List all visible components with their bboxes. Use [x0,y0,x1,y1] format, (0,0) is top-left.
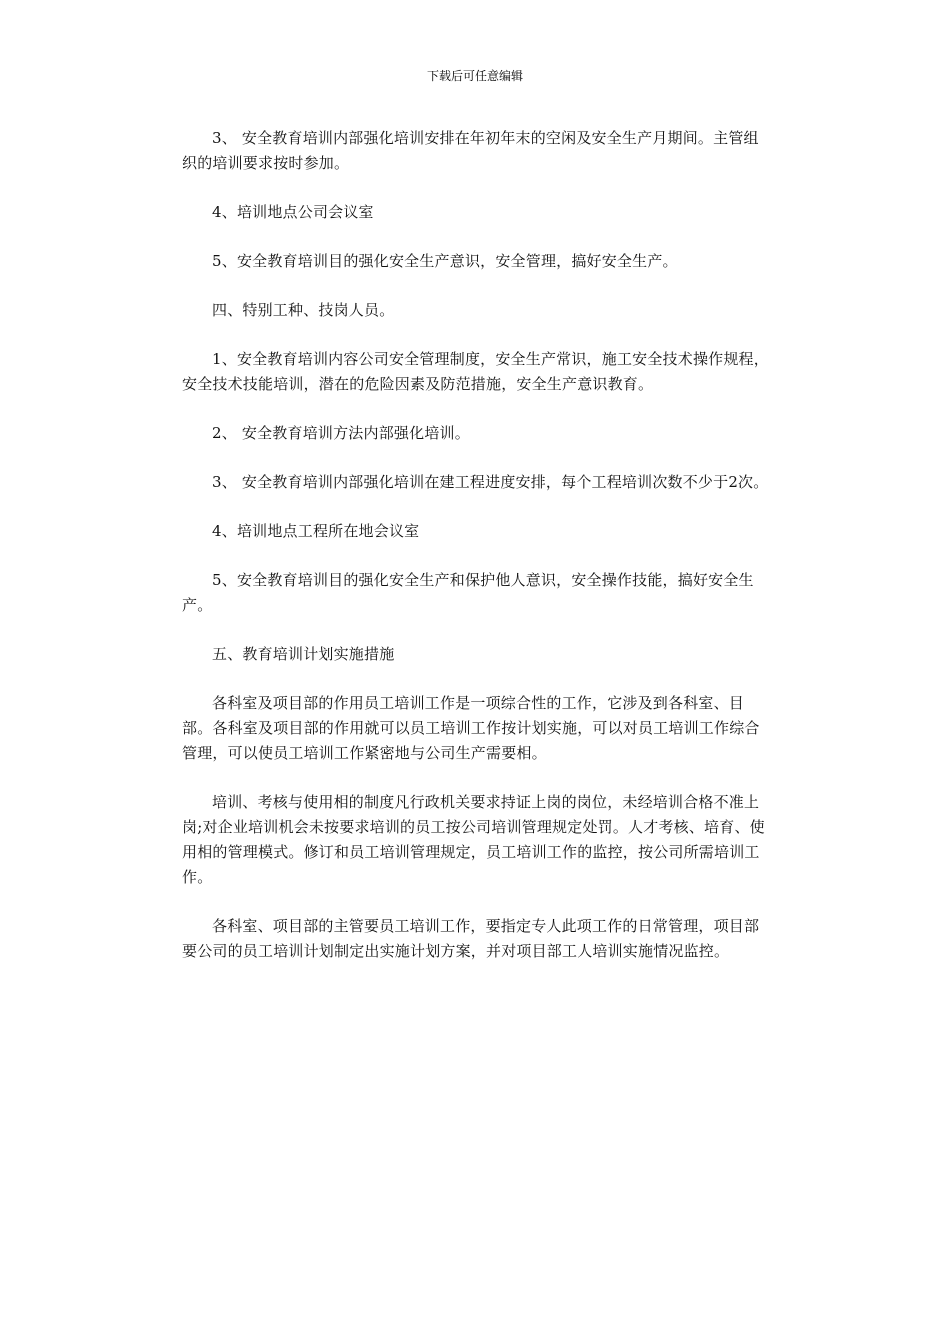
page-header: 下载后可任意编辑 [426,69,523,83]
paragraph-1-content: 1、安全教育培训内容公司安全管理制度，安全生产常识，施工安全技术操作规程，安全技术技能培训，潜在的危险因素及防范措施，安全生产意识教育。 [182,350,769,393]
paragraph-5-training-purpose: 5、安全教育培训目的强化安全生产和保护他人意识，安全操作技能，搞好安全生产。 [182,571,754,614]
section-heading-implementation: 五、教育培训计划实施措施 [212,645,395,663]
document-body [182,126,772,988]
paragraph-2-method: 2、 安全教育培训方法内部强化培训。 [212,424,470,442]
paragraph-5-purpose: 5、安全教育培训目的强化安全生产意识，安全管理，搞好安全生产。 [212,252,678,270]
paragraph-department-role: 各科室及项目部的作用员工培训工作是一项综合性的工作，它涉及到各科室、目部。各科室及项目部的作用就可以员工培训工作按计划实施，可以对员工培训工作综合管理，可以使员工培训工作紧密地与公司生产需要相。 [182,694,760,762]
paragraph-supervisor-duties: 各科室、项目部的主管要员工培训工作，要指定专人此项工作的日常管理，项目部要公司的员工培训计划制定出实施计划方案，并对项目部工人培训实施情况监控。 [182,917,760,960]
paragraph-assessment-system: 培训、考核与使用相的制度凡行政机关要求持证上岗的岗位，未经培训合格不准上岗;对企业培训机会未按要求培训的员工按公司培训管理规定处罚。人才考核、培育、使用相的管理模式。修订和员工培训管理规定，员工培训工作的监控，按公司所需培训工作。 [182,793,765,886]
paragraph-3-schedule: 3、 安全教育培训内部强化培训安排在年初年末的空闲及安全生产月期间。主管组织的培训要求按时参加。 [182,129,759,172]
paragraph-3-training-schedule: 3、 安全教育培训内部强化培训在建工程进度安排，每个工程培训次数不少于2次。 [212,473,769,491]
section-heading-special-workers: 四、特别工种、技岗人员。 [212,301,395,319]
paragraph-4-site-location: 4、培训地点工程所在地会议室 [212,522,420,540]
paragraph-4-location: 4、培训地点公司会议室 [212,203,374,221]
